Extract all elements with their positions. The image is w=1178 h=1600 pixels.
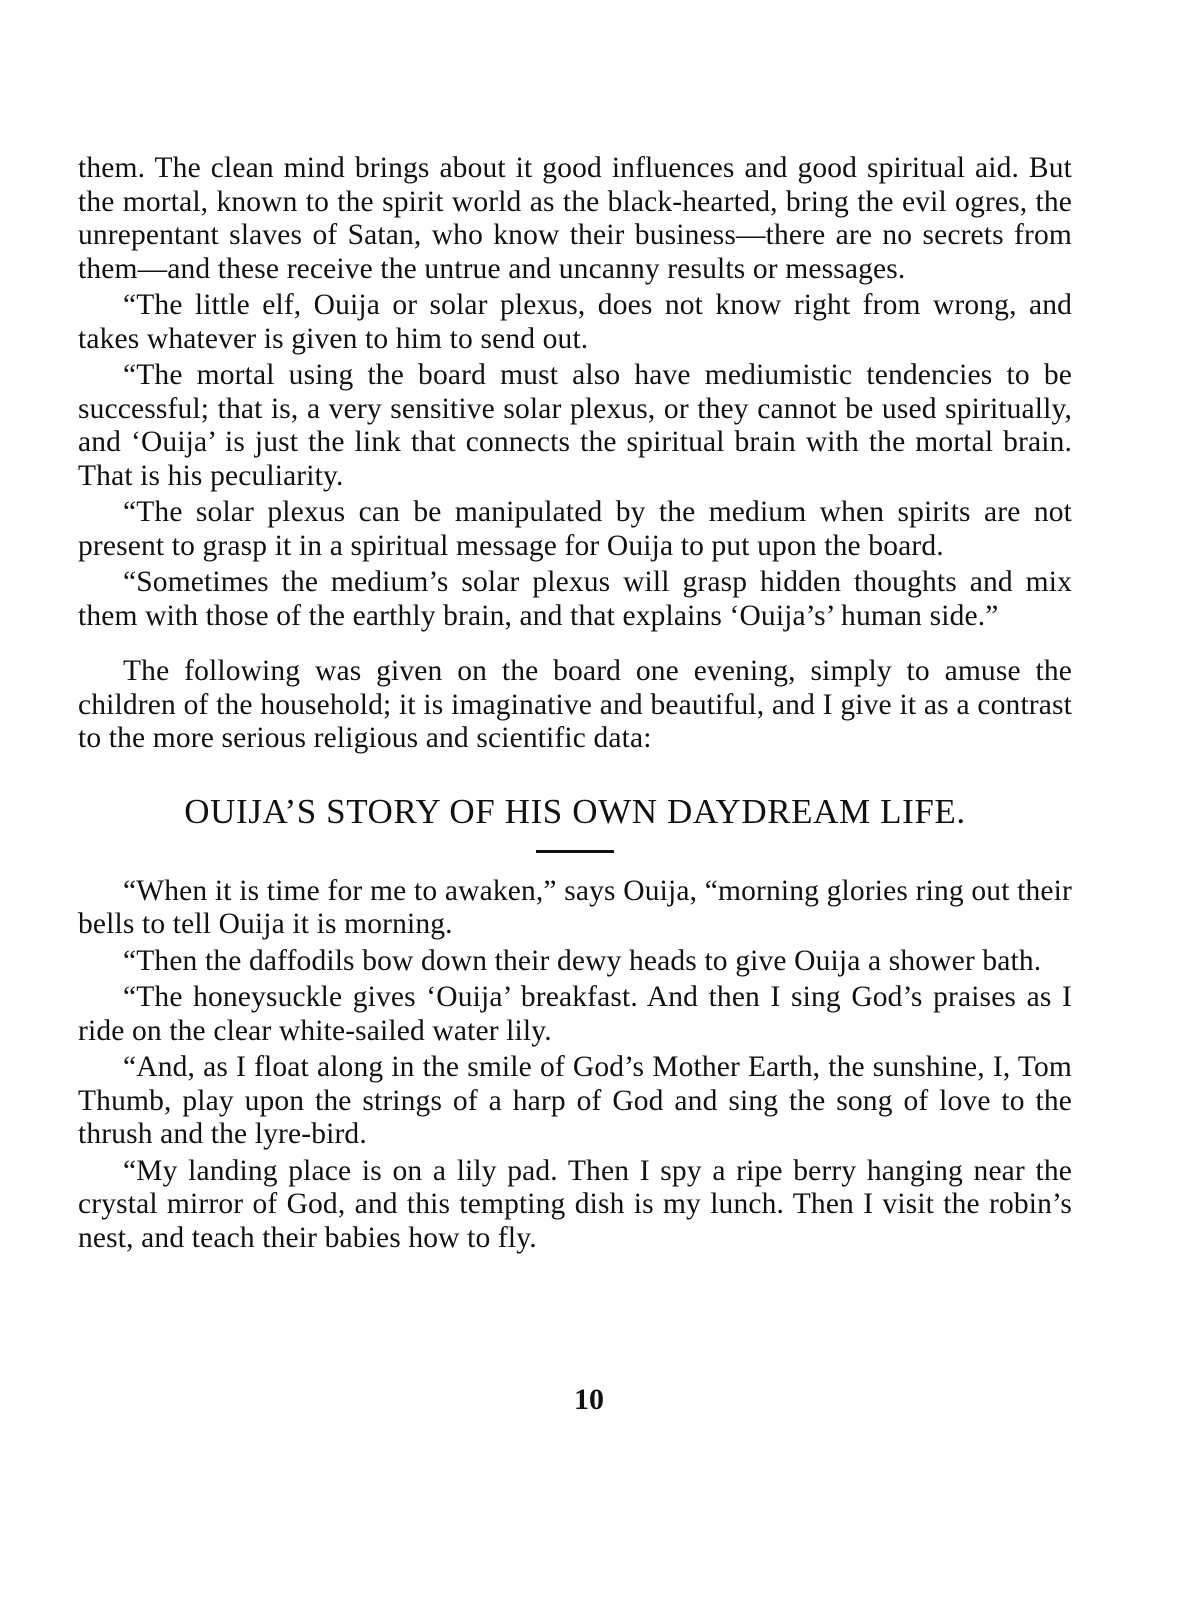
paragraph-gap [78,633,1072,655]
story-paragraph-awaken: “When it is time for me to awaken,” says Ouija, “morning glories ring out their bells to tell Ouija it is morning. [78,874,1072,940]
story-paragraph-daffodils: “Then the daffodils bow down their dewy heads to give Ouija a shower bath. [123,944,1042,977]
page-number: 10 [574,1383,604,1416]
paragraph-intro: The following was given on the board one evening, simply to amuse the children of the household; it is imaginative and beautiful, and I give it as a contrast to the more serious religious and scientific data: [78,655,1072,754]
paragraph-continuation: them. The clean mind brings about it good influences and good spiritual aid. But the mortal, known to the spirit world as the black-hearted, bring the evil ogres, the unrepentant slaves of Satan, who know their business—there are no secrets from them—and these receive the untrue and uncanny results or messages. [78,152,1072,285]
section-heading: OUIJA’S STORY OF HIS OWN DAYDREAM LIFE. [184,791,966,831]
heading-rule [536,850,614,853]
paragraph-little-elf: “The little elf, Ouija or solar plexus, does not know right from wrong, and takes whatever is given to him to send out. [78,289,1072,355]
story-paragraph-landing: “My landing place is on a lily pad. Then I spy a ripe berry hanging near the crystal mirror of God, and this tempting dish is my lunch. Then I visit the robin’s nest, and teach their babies how to fly. [78,1154,1072,1254]
paragraph-solar-plexus: “The solar plexus can be manipulated by the medium when spirits are not present to grasp it in a spiritual message for Ouija to put upon the board. [78,496,1072,562]
story-paragraph-honeysuckle: “The honeysuckle gives ‘Ouija’ breakfast. And then I sing God’s praises as I ride on the clear white-sailed water lily. [78,981,1072,1047]
paragraph-sometimes-medium: “Sometimes the medium’s solar plexus will grasp hidden thoughts and mix them with those of the earthly brain, and that explains ‘Ouija’s’ human side.” [78,566,1072,632]
paragraph-mortal-using-board: “The mortal using the board must also have mediumistic tendencies to be successful; that is, a very sensitive solar plexus, or they cannot be used spiritually, and ‘Ouija’ is just the link that connects the spiritual brain with the mortal brain. That is his peculiarity. [78,359,1072,492]
story-paragraph-float: “And, as I float along in the smile of God’s Mother Earth, the sunshine, I, Tom Thumb, play upon the strings of a harp of God and sing the song of love to the thrush and the lyre-bird. [78,1051,1072,1150]
page-body [78,152,1072,1255]
